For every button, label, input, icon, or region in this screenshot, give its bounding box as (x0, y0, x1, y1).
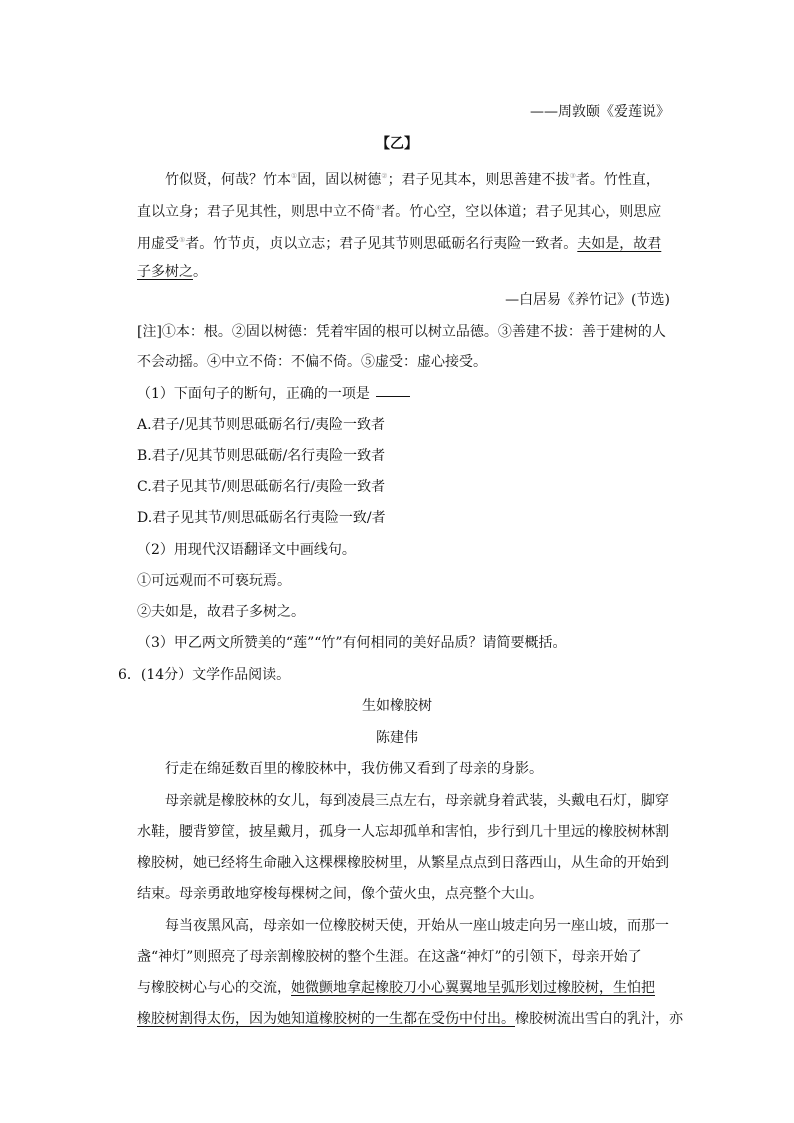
article-line-1: 行走在绵延数百里的橡胶林中，我仿佛又看到了母亲的身影。 (165, 761, 543, 777)
notes-line-2: 不会动摇。④中立不倚：不偏不倚。⑤虚受：虚心接受。 (137, 354, 487, 370)
yi-line-4: 子多树之。 (137, 264, 207, 280)
option-d: D.君子见其节/则思砥砺名行夷险一致/者 (137, 510, 386, 526)
option-c: C.君子见其节/则思砥砺名行/夷险一致者 (137, 479, 386, 495)
article-line-9: 橡胶树割得太伤，因为她知道橡胶树的一生都在受伤中付出。橡胶树流出雪白的乳汁，亦 (137, 1011, 683, 1027)
note-mark-1: ① (291, 172, 298, 180)
article-line-6: 每当夜黑风高，母亲如一位橡胶树天使，开始从一座山坡走向另一座山坡，而那一 (165, 918, 669, 934)
yi-line-3: 用虚受⑤者。竹节贞，贞以立志；君子见其节则思砥砺名行夷险一致者。夫如是，故君 (137, 236, 662, 252)
question-3: （3）甲乙两文所赞美的“莲”“竹”有何相同的美好品质？请简要概括。 (137, 635, 567, 651)
article-line-3: 水鞋，腰背箩筐，披星戴月，孤身一人忘却孤单和害怕，步行到几十里远的橡胶树林割 (137, 824, 669, 840)
article-line-7: 盏“神灯”则照亮了母亲割橡胶树的整个生涯。在这盏“神灯”的引领下，母亲开始了 (137, 949, 642, 965)
article-line-2: 母亲就是橡胶林的女儿，每到凌晨三点左右，母亲就身着武装，头戴电石灯，脚穿 (165, 793, 669, 809)
underlined-passage: 她微颤地拿起橡胶刀小心翼翼地呈弧形划过橡胶树，生怕把 (291, 980, 655, 996)
article-line-5: 结束。母亲勇敢地穿梭每棵树之间，像个萤火虫，点亮整个大山。 (137, 886, 543, 902)
note-mark-5: ⑤ (179, 236, 186, 244)
article-author: 陈建伟 (376, 730, 418, 746)
yi-line-2: 直以立身；君子见其性，则思中立不倚④者。竹心空，空以体道；君子见其心，则思应 (137, 204, 662, 220)
question-2-item-2: ②夫如是，故君子多树之。 (137, 604, 305, 620)
yi-line-1: 竹似贤，何哉？竹本①固，固以树德②；君子见其本，则思善建不拔③者。竹性直， (165, 172, 660, 188)
question-2-item-1: ①可远观而不可亵玩焉。 (137, 573, 291, 589)
option-b: B.君子/见其节则思砥砺/名行夷险一致者 (137, 448, 386, 464)
yi-source: —白居易《养竹记》(节选) (505, 292, 670, 308)
note-mark-3: ③ (569, 172, 576, 180)
yi-title: 【乙】 (376, 136, 418, 152)
article-line-8: 与橡胶树心与心的交流，她微颤地拿起橡胶刀小心翼翼地呈弧形划过橡胶树，生怕把 (137, 980, 655, 996)
note-mark-4: ④ (375, 204, 382, 212)
note-mark-2: ② (381, 172, 388, 180)
notes-line-1: [注]①本：根。②固以树德：凭着牢固的根可以树立品德。③善建不拔：善于建树的人 (137, 324, 666, 340)
question-6-heading: 6．(14分）文学作品阅读。 (118, 667, 291, 683)
answer-blank (376, 384, 410, 397)
question-1-stem: （1）下面句子的断句，正确的一项是 (137, 384, 410, 404)
question-2-stem: （2）用现代汉语翻译文中画线句。 (137, 542, 356, 558)
option-a: A.君子/见其节则思砥砺名行/夷险一致者 (137, 417, 385, 433)
underlined-sentence: 夫如是，故君 (577, 236, 662, 252)
article-line-4: 橡胶树，她已经将生命融入这棵棵橡胶树里，从繁星点点到日落西山，从生命的开始到 (137, 855, 669, 871)
article-title: 生如橡胶树 (362, 698, 432, 714)
jia-source: ——周敦颐《爱莲说》 (530, 104, 670, 120)
